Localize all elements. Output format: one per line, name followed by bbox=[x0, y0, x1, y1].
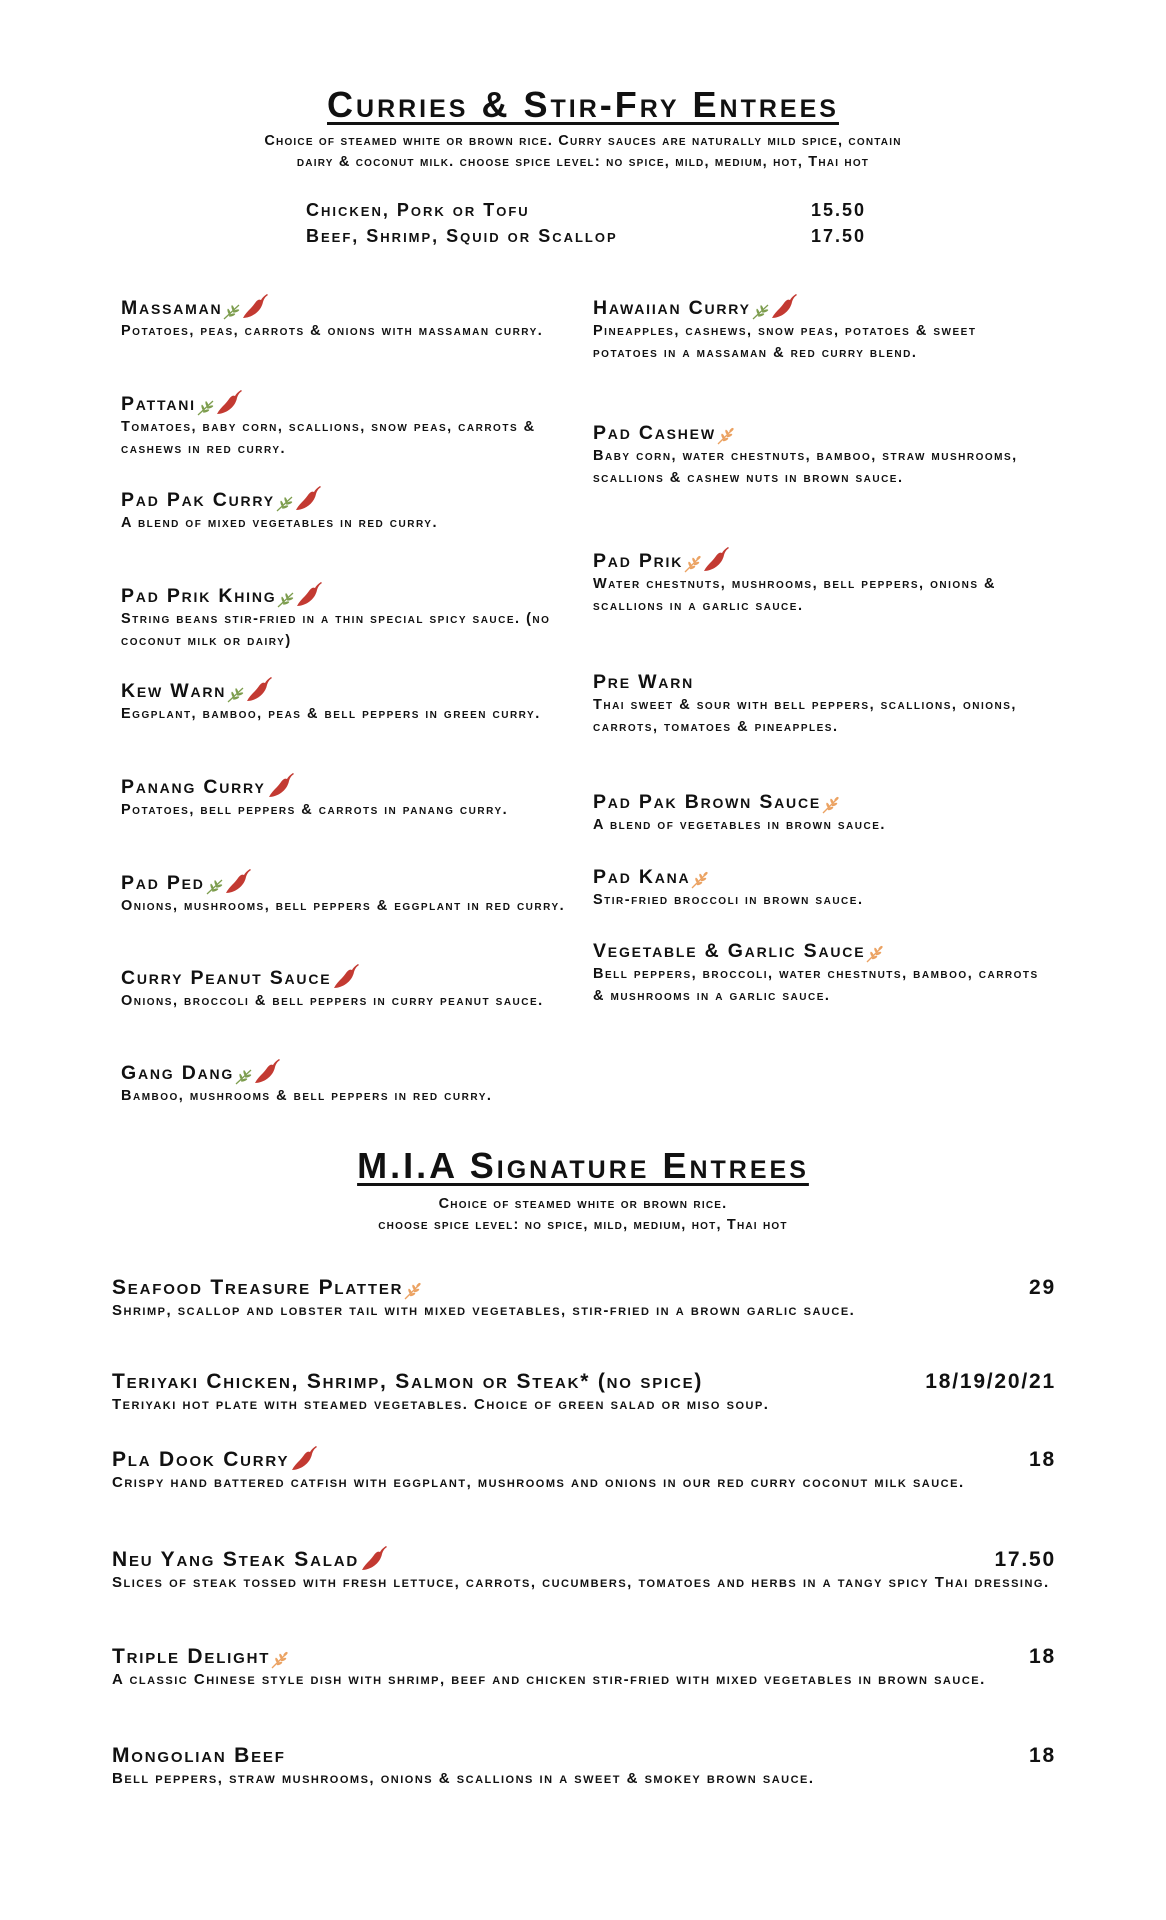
item-name-row bbox=[112, 1744, 1056, 1768]
herb-icon bbox=[752, 302, 770, 320]
item-name-row bbox=[121, 1059, 571, 1085]
item-name: Pad Cashew bbox=[593, 422, 716, 444]
price-value: 15.50 bbox=[810, 200, 866, 220]
item-name-row bbox=[121, 486, 571, 512]
dietary-icons bbox=[223, 294, 269, 320]
item-price: 18 bbox=[1029, 1645, 1056, 1668]
dietary-icons bbox=[717, 427, 735, 445]
subtitle-line: Choice of steamed white or brown rice. bbox=[438, 1196, 728, 1212]
item-name-row bbox=[121, 869, 571, 895]
item-title bbox=[112, 1446, 318, 1472]
item-title bbox=[112, 1546, 388, 1572]
subtitle-line: choose spice level: no spice, mild, medium, hot, Thai hot bbox=[378, 1217, 788, 1233]
item-description: Eggplant, bamboo, peas & bell peppers in green curry. bbox=[121, 706, 541, 722]
menu-item bbox=[593, 790, 1043, 836]
wheat-icon bbox=[404, 1282, 422, 1300]
item-description: A classic Chinese style dish with shrimp, beef and chicken stir-fried with mixed vegetables in brown sauce. bbox=[112, 1671, 986, 1688]
herb-icon bbox=[206, 877, 224, 895]
chili-icon bbox=[224, 869, 252, 895]
curries-section-title: Curries & Stir-Fry Entrees bbox=[327, 84, 839, 125]
dietary-icons bbox=[404, 1282, 422, 1300]
menu-item bbox=[121, 869, 571, 917]
chili-icon bbox=[245, 677, 273, 703]
item-name: Pad Prik Khing bbox=[121, 585, 277, 607]
item-name-row bbox=[121, 294, 571, 320]
item-description: String beans stir-fried in a thin special spicy sauce. (no coconut milk or dairy) bbox=[121, 611, 551, 649]
item-description: Water chestnuts, mushrooms, bell peppers, onions & scallions in a garlic sauce. bbox=[593, 576, 997, 614]
dietary-icons bbox=[866, 945, 884, 963]
price-row bbox=[306, 223, 866, 249]
item-name: Vegetable & Garlic Sauce bbox=[593, 940, 866, 962]
item-name: Mongolian Beef bbox=[112, 1744, 286, 1767]
item-name-row bbox=[121, 964, 571, 990]
dietary-icons bbox=[277, 582, 323, 608]
chili-icon bbox=[241, 294, 269, 320]
item-price: 18 bbox=[1029, 1744, 1056, 1767]
item-description: Pineapples, cashews, snow peas, potatoes & sweet potatoes in a massaman & red curry blend. bbox=[593, 323, 977, 361]
item-price: 18/19/20/21 bbox=[925, 1370, 1056, 1393]
menu-item bbox=[121, 294, 571, 342]
subtitle-line: Choice of steamed white or brown rice. Curry sauces are naturally mild spice, contain bbox=[264, 133, 902, 149]
menu-item bbox=[121, 390, 571, 460]
signature-item bbox=[112, 1546, 1056, 1594]
dietary-icons bbox=[752, 294, 798, 320]
chili-icon bbox=[253, 1059, 281, 1085]
chili-icon bbox=[295, 582, 323, 608]
item-name-row bbox=[112, 1276, 1056, 1300]
item-description: Shrimp, scallop and lobster tail with mixed vegetables, stir-fried in a brown garlic sauce. bbox=[112, 1302, 856, 1319]
item-description: Onions, broccoli & bell peppers in curry peanut sauce. bbox=[121, 993, 544, 1009]
menu-item bbox=[593, 670, 1043, 738]
wheat-icon bbox=[684, 555, 702, 573]
item-name-row bbox=[593, 547, 1043, 573]
dietary-icons bbox=[691, 871, 709, 889]
item-name: Pla Dook Curry bbox=[112, 1448, 290, 1471]
wheat-icon bbox=[271, 1651, 289, 1669]
item-name-row bbox=[593, 939, 1043, 963]
dietary-icons bbox=[197, 390, 243, 416]
dietary-icons bbox=[684, 547, 730, 573]
dietary-icons bbox=[227, 677, 273, 703]
price-label: Beef, Shrimp, Squid or Scallop bbox=[306, 226, 618, 246]
item-description: Tomatoes, baby corn, scallions, snow peas, carrots & cashews in red curry. bbox=[121, 419, 536, 457]
chili-icon bbox=[702, 547, 730, 573]
item-name: Pad Ped bbox=[121, 872, 205, 894]
item-name-row bbox=[121, 773, 571, 799]
herb-icon bbox=[197, 398, 215, 416]
item-description: Slices of steak tossed with fresh lettuce, carrots, cucumbers, tomatoes and herbs in a tangy spicy Thai dressing. bbox=[112, 1574, 1050, 1591]
herb-icon bbox=[227, 685, 245, 703]
item-name-row bbox=[121, 390, 571, 416]
subtitle-line: dairy & coconut milk. choose spice level: no spice, mild, medium, hot, Thai hot bbox=[296, 154, 870, 170]
price-row bbox=[306, 197, 866, 223]
wheat-icon bbox=[717, 427, 735, 445]
menu-item bbox=[593, 421, 1043, 489]
item-name: Panang Curry bbox=[121, 776, 266, 798]
item-name: Pattani bbox=[121, 393, 196, 415]
item-name: Pad Prik bbox=[593, 550, 684, 572]
menu-item bbox=[593, 865, 1043, 911]
item-name-row bbox=[593, 865, 1043, 889]
dietary-icons bbox=[267, 773, 295, 799]
chili-icon bbox=[215, 390, 243, 416]
item-name-row bbox=[112, 1546, 1056, 1572]
signature-section-title: M.I.A Signature Entrees bbox=[357, 1145, 809, 1186]
signature-item bbox=[112, 1370, 1056, 1416]
item-title bbox=[112, 1645, 289, 1669]
item-description: Teriyaki hot plate with steamed vegetables. Choice of green salad or miso soup. bbox=[112, 1396, 770, 1413]
item-name-row bbox=[112, 1370, 1056, 1394]
dietary-icons bbox=[276, 486, 322, 512]
item-description: Bell peppers, straw mushrooms, onions & scallions in a sweet & smokey brown sauce. bbox=[112, 1770, 815, 1787]
herb-icon bbox=[277, 590, 295, 608]
item-description: Stir-fried broccoli in brown sauce. bbox=[593, 892, 864, 908]
signature-item bbox=[112, 1276, 1056, 1322]
item-title bbox=[112, 1370, 704, 1394]
item-name: Pad Kana bbox=[593, 866, 691, 888]
item-name: Hawaiian Curry bbox=[593, 297, 751, 319]
price-label: Chicken, Pork or Tofu bbox=[306, 200, 530, 220]
item-name: Triple Delight bbox=[112, 1645, 271, 1668]
menu-item bbox=[121, 773, 571, 821]
signature-subtitle bbox=[0, 1194, 1166, 1236]
dietary-icons bbox=[822, 796, 840, 814]
menu-item bbox=[121, 1059, 571, 1107]
item-name: Pad Pak Curry bbox=[121, 489, 275, 511]
item-description: Bamboo, mushrooms & bell peppers in red curry. bbox=[121, 1088, 493, 1104]
wheat-icon bbox=[691, 871, 709, 889]
dietary-icons bbox=[271, 1651, 289, 1669]
item-name: Massaman bbox=[121, 297, 223, 319]
item-description: Crispy hand battered catfish with eggplant, mushrooms and onions in our red curry coconut milk sauce. bbox=[112, 1474, 965, 1491]
item-name-row bbox=[593, 294, 1043, 320]
chili-icon bbox=[332, 964, 360, 990]
chili-icon bbox=[267, 773, 295, 799]
item-description: Bell peppers, broccoli, water chestnuts, bamboo, carrots & mushrooms in a garlic sauce. bbox=[593, 966, 1039, 1004]
signature-item bbox=[112, 1645, 1056, 1691]
item-name: Teriyaki Chicken, Shrimp, Salmon or Steak* (no spice) bbox=[112, 1370, 704, 1393]
item-name-row bbox=[112, 1446, 1056, 1472]
item-description: Potatoes, peas, carrots & onions with massaman curry. bbox=[121, 323, 544, 339]
item-description: A blend of mixed vegetables in red curry. bbox=[121, 515, 439, 531]
signature-item bbox=[112, 1744, 1056, 1790]
curries-subtitle bbox=[0, 131, 1166, 173]
item-name: Seafood Treasure Platter bbox=[112, 1276, 404, 1299]
item-name: Pad Pak Brown Sauce bbox=[593, 791, 821, 813]
item-description: Potatoes, bell peppers & carrots in panang curry. bbox=[121, 802, 509, 818]
item-title bbox=[112, 1744, 287, 1768]
item-name-row bbox=[112, 1645, 1056, 1669]
item-price: 18 bbox=[1029, 1448, 1056, 1471]
dietary-icons bbox=[332, 964, 360, 990]
item-name: Kew Warn bbox=[121, 680, 227, 702]
chili-icon bbox=[770, 294, 798, 320]
item-name-row bbox=[593, 670, 1043, 694]
dietary-icons bbox=[206, 869, 252, 895]
menu-item bbox=[593, 547, 1043, 617]
item-description: Onions, mushrooms, bell peppers & eggplant in red curry. bbox=[121, 898, 566, 914]
item-description: A blend of vegetables in brown sauce. bbox=[593, 817, 886, 833]
item-name: Neu Yang Steak Salad bbox=[112, 1548, 359, 1571]
item-name-row bbox=[593, 790, 1043, 814]
item-name: Curry Peanut Sauce bbox=[121, 967, 332, 989]
menu-item bbox=[593, 939, 1043, 1007]
herb-icon bbox=[276, 494, 294, 512]
item-name-row bbox=[121, 677, 571, 703]
menu-item bbox=[121, 486, 571, 534]
signature-item bbox=[112, 1446, 1056, 1494]
item-price: 17.50 bbox=[994, 1548, 1056, 1571]
herb-icon bbox=[235, 1067, 253, 1085]
item-price: 29 bbox=[1029, 1276, 1056, 1299]
menu-item bbox=[593, 294, 1043, 364]
chili-icon bbox=[360, 1546, 388, 1572]
chili-icon bbox=[290, 1446, 318, 1472]
herb-icon bbox=[223, 302, 241, 320]
menu-item bbox=[121, 582, 571, 652]
dietary-icons bbox=[290, 1446, 318, 1472]
item-name: Pre Warn bbox=[593, 671, 695, 693]
item-title bbox=[112, 1276, 422, 1300]
menu-item bbox=[121, 677, 571, 725]
item-description: Thai sweet & sour with bell peppers, scallions, onions, carrots, tomatoes & pineapples. bbox=[593, 697, 1017, 735]
item-name-row bbox=[121, 582, 571, 608]
price-value: 17.50 bbox=[810, 226, 866, 246]
wheat-icon bbox=[822, 796, 840, 814]
item-description: Baby corn, water chestnuts, bamboo, straw mushrooms, scallions & cashew nuts in brown sauce. bbox=[593, 448, 1018, 486]
protein-price-list bbox=[306, 197, 866, 249]
item-name-row bbox=[593, 421, 1043, 445]
item-name: Gang Dang bbox=[121, 1062, 235, 1084]
dietary-icons bbox=[360, 1546, 388, 1572]
wheat-icon bbox=[866, 945, 884, 963]
chili-icon bbox=[294, 486, 322, 512]
menu-item bbox=[121, 964, 571, 1012]
dietary-icons bbox=[235, 1059, 281, 1085]
